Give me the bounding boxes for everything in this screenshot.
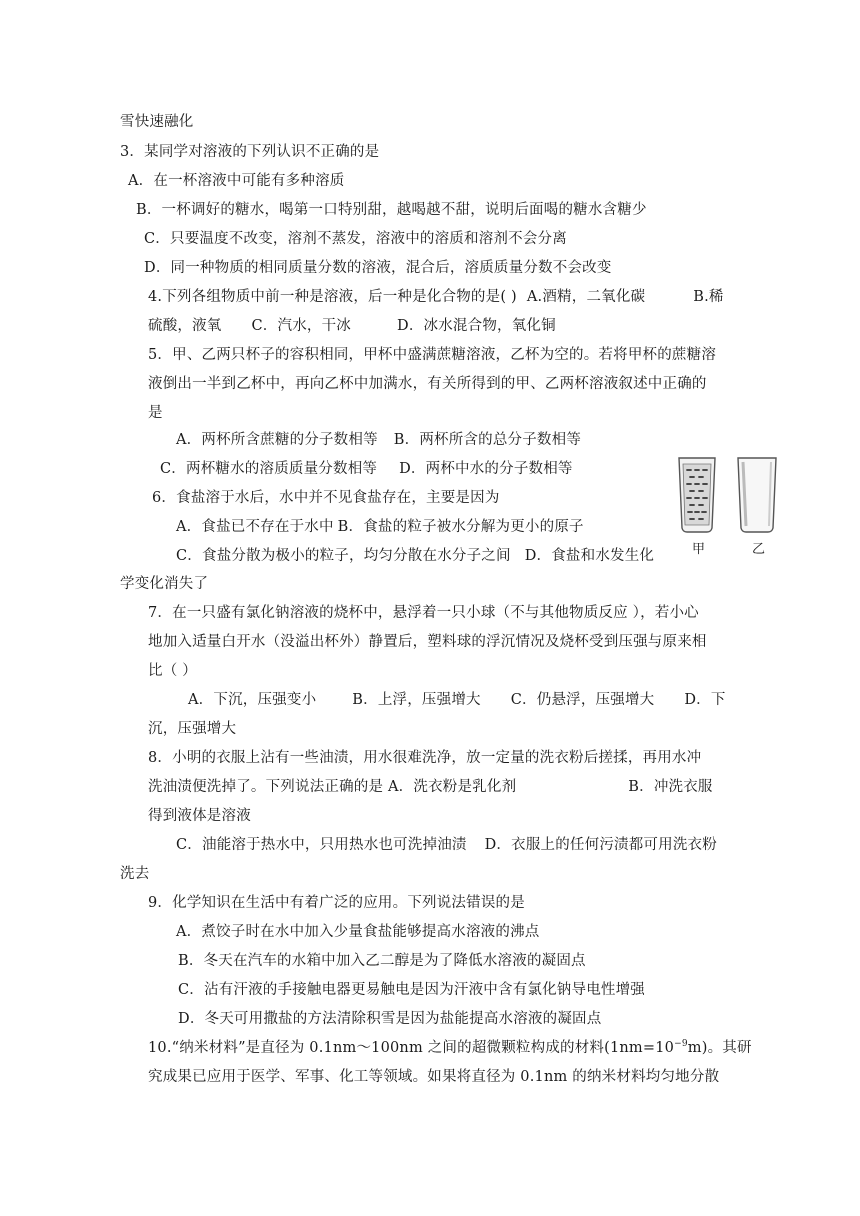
question-4 xyxy=(148,287,724,307)
beaker-figure xyxy=(672,452,790,562)
option-7b: B．上浮，压强增大 xyxy=(352,692,481,708)
full-cup-icon xyxy=(679,458,715,532)
option-5a: A．两杯所含蔗糖的分子数相等 xyxy=(176,432,378,448)
option-6a: A．食盐已不存在于水中 xyxy=(176,519,334,535)
question-4-stem: 4.下列各组物质中前一种是溶液，后一种是化合物的是( ) xyxy=(148,289,517,305)
option-9c: C．沾有汗液的手接触电器更易触电是因为汗液中含有氯化钠导电性增强 xyxy=(178,982,645,998)
question-3: 3．某同学对溶液的下列认识不正确的是 xyxy=(120,144,380,160)
question-7-cont: 比（ ） xyxy=(148,663,197,679)
question-7: 7．在一只盛有氯化钠溶液的烧杯中，悬浮着一只小球（不与其他物质反应 ），若小心 xyxy=(148,605,699,621)
question-6: 6．食盐溶于水后，水中并不见食盐存在，主要是因为 xyxy=(152,490,500,506)
option-4c: C．汽水，干冰 xyxy=(251,318,351,334)
option-9b: B．冬天在汽车的水箱中加入乙二醇是为了降低水溶液的凝固点 xyxy=(178,953,586,969)
option-3d: D．同一种物质的相同质量分数的溶液，混合后，溶质质量分数不会改变 xyxy=(144,260,612,276)
option-7d: D．下 xyxy=(684,692,726,708)
option-6b: B．食盐的粒子被水分解为更小的原子 xyxy=(337,519,584,535)
option-5d: D．两杯中水的分子数相等 xyxy=(399,461,573,477)
option-7a: A．下沉，压强变小 xyxy=(188,692,317,708)
option-7c: C．仍悬浮，压强增大 xyxy=(510,692,655,708)
question-5-cont: 是 xyxy=(148,405,163,421)
option-4b: B.稀 xyxy=(693,289,724,305)
question-8-cont xyxy=(148,777,713,797)
question-5-cont: 液倒出一半到乙杯中，再向乙杯中加满水，有关所得到的甲、乙两杯溶液叙述中正确的 xyxy=(148,376,707,392)
question-10-cont: 究成果已应用于医学、军事、化工等领域。如果将直径为 0.1nm 的纳米材料均匀地分散 xyxy=(148,1069,720,1085)
option-4d: D．冰水混合物，氧化铜 xyxy=(397,318,556,334)
option-5b: B．两杯所含的总分子数相等 xyxy=(393,432,582,448)
option-8d: D．衣服上的任何污渍都可用洗衣粉 xyxy=(484,837,717,853)
option-4a: A.酒精，二氧化碳 xyxy=(526,289,646,305)
question-10 xyxy=(148,1038,752,1058)
option-8a: 洗油渍便洗掉了。下列说法正确的是 A．洗衣粉是乳化剂 xyxy=(148,779,517,795)
options-5ab xyxy=(176,430,581,450)
text-line: 雪快速融化 xyxy=(120,114,194,130)
empty-cup-icon xyxy=(738,458,776,532)
option-6d: D．食盐和水发生化 xyxy=(524,548,655,564)
question-5: 5．甲、乙两只杯子的容积相同，甲杯中盛满蔗糖溶液，乙杯为空的。若将甲杯的蔗糖溶 xyxy=(148,347,717,363)
options-6cd xyxy=(176,546,654,566)
option-8d-cont: 洗去 xyxy=(120,866,150,882)
question-10-text: 10.“纳米材料”是直径为 0.1nm～100nm 之间的超微颗粒构成的材料(1nm=10 xyxy=(148,1040,675,1056)
option-8b: B．冲洗衣服 xyxy=(628,779,713,795)
option-9a: A．煮饺子时在水中加入少量食盐能够提高水溶液的沸点 xyxy=(176,924,540,940)
options-6ab xyxy=(176,517,584,537)
option-7d-cont: 沉，压强增大 xyxy=(148,721,237,737)
option-9d: D．冬天可用撒盐的方法清除积雪是因为盐能提高水溶液的凝固点 xyxy=(178,1011,602,1027)
question-7-cont: 地加入适量白开水（没溢出杯外）静置后，塑料球的浮沉情况及烧杯受到压强与原来相 xyxy=(148,634,707,650)
options-8cd xyxy=(176,835,717,855)
options-7 xyxy=(188,690,726,710)
option-3c: C．只要温度不改变，溶剂不蒸发，溶液中的溶质和溶剂不会分离 xyxy=(144,231,567,247)
options-5cd xyxy=(160,459,573,479)
question-4-cont xyxy=(148,316,556,336)
option-4b-cont: 硫酸，液氧 xyxy=(148,318,222,334)
question-10-text-end: m)。其研 xyxy=(687,1040,752,1056)
option-3a: A．在一杯溶液中可能有多种溶质 xyxy=(128,173,345,189)
question-9: 9．化学知识在生活中有着广泛的应用。下列说法错误的是 xyxy=(148,895,525,911)
question-8: 8．小明的衣服上沾有一些油渍，用水很难洗净，放一定量的洗衣粉后搓揉，再用水冲 xyxy=(148,750,702,766)
option-8b-cont: 得到液体是溶液 xyxy=(148,808,251,824)
cup-right-label: 乙 xyxy=(752,542,766,557)
cups-illustration xyxy=(672,452,790,536)
cup-left-label: 甲 xyxy=(692,542,706,557)
exponent: −9 xyxy=(674,1039,688,1050)
option-6d-cont: 学变化消失了 xyxy=(120,576,209,592)
option-5c: C．两杯糖水的溶质质量分数相等 xyxy=(160,461,378,477)
option-6c: C．食盐分散为极小的粒子，均匀分散在水分子之间 xyxy=(176,548,511,564)
option-8c: C．油能溶于热水中，只用热水也可洗掉油渍 xyxy=(176,837,467,853)
option-3b: B．一杯调好的糖水，喝第一口特别甜，越喝越不甜，说明后面喝的糖水含糖少 xyxy=(136,202,647,218)
